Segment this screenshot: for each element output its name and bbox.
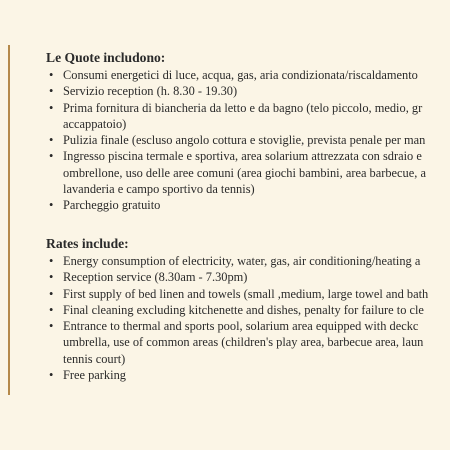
english-heading: Rates include:	[46, 236, 129, 251]
list-item-text: Free parking	[63, 368, 126, 383]
bullet-icon: •	[49, 319, 54, 334]
list-item-text: Consumi energetici di luce, acqua, gas, aria condizionata/riscaldamento	[63, 68, 418, 82]
bullet-icon: •	[49, 270, 54, 285]
list-item	[46, 67, 450, 83]
left-accent-rule	[8, 45, 10, 395]
list-item-text: tennis court)	[63, 351, 126, 366]
italian-heading: Le Quote includono:	[46, 50, 166, 65]
list-item-text: Prima fornitura di biancheria da letto e da bagno (telo piccolo, medio, gr	[63, 100, 423, 115]
bullet-icon: •	[49, 149, 54, 164]
italian-list	[46, 67, 450, 214]
list-item	[46, 253, 450, 269]
list-item	[46, 100, 450, 133]
list-item-text: Servizio reception (h. 8.30 - 19.30)	[63, 84, 238, 99]
bullet-icon: •	[49, 254, 54, 268]
list-item	[46, 286, 450, 302]
list-item	[46, 302, 450, 318]
english-list	[46, 253, 450, 383]
italian-section	[46, 50, 450, 214]
list-item-text: Ingresso piscina termale e sportiva, area solarium attrezzata con sdraio e	[63, 149, 422, 164]
bullet-icon: •	[49, 68, 54, 82]
list-item	[46, 132, 450, 148]
list-item	[46, 318, 450, 367]
list-item-text: lavanderia e campo sportivo da tennis)	[63, 182, 255, 197]
list-item-text: ombrellone, uso delle aree comuni (area giochi bambini, area barbecue, a	[63, 165, 426, 180]
bullet-icon: •	[49, 198, 54, 213]
list-item	[46, 83, 450, 99]
list-item-text: Parcheggio gratuito	[63, 198, 161, 213]
list-item-text: Energy consumption of electricity, water, gas, air conditioning/heating a	[63, 254, 421, 268]
list-item-text: Entrance to thermal and sports pool, solarium area equipped with deckc	[63, 319, 419, 334]
list-item-text: First supply of bed linen and towels (small ,medium, large towel and bath	[63, 286, 429, 301]
list-item-text: accappatoio)	[63, 116, 127, 131]
list-item	[46, 367, 450, 383]
english-section	[46, 236, 450, 383]
list-item-text: Pulizia finale (escluso angolo cottura e stoviglie, prevista penale per man	[63, 133, 426, 148]
bullet-icon: •	[49, 286, 54, 301]
list-item-text: Reception service (8.30am - 7.30pm)	[63, 270, 248, 285]
bullet-icon: •	[49, 302, 54, 317]
bullet-icon: •	[49, 368, 54, 383]
bullet-icon: •	[49, 84, 54, 99]
list-item-text: Final cleaning excluding kitchenette and dishes, penalty for failure to cle	[63, 302, 424, 317]
bullet-icon: •	[49, 133, 54, 148]
list-item	[46, 269, 450, 285]
list-item-text: umbrella, use of common areas (children's play area, barbecue area, laun	[63, 335, 424, 350]
list-item	[46, 148, 450, 197]
bullet-icon: •	[49, 100, 54, 115]
list-item	[46, 197, 450, 213]
